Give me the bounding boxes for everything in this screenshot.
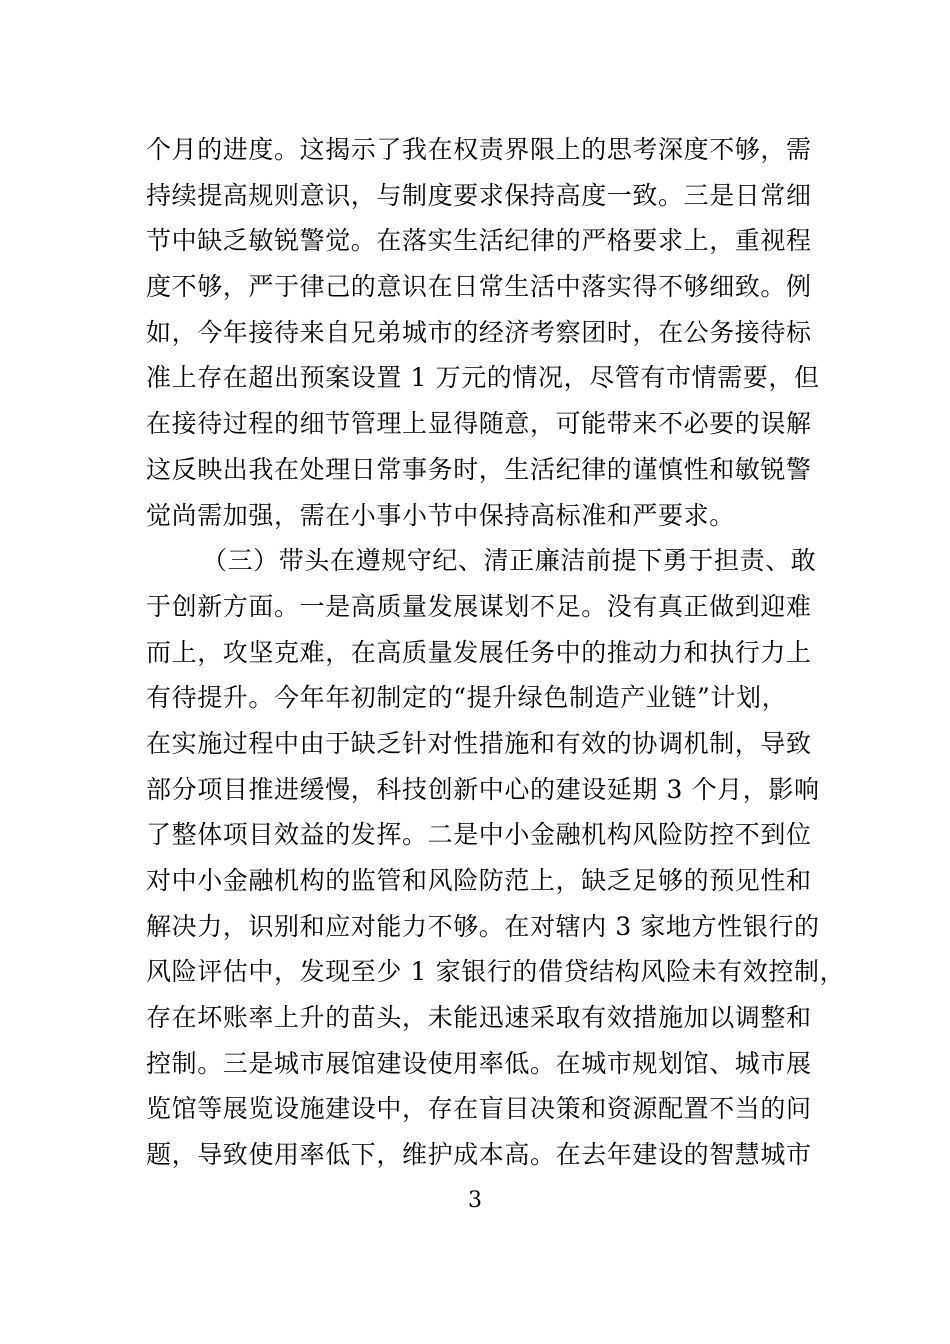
text-line: 了整体项目效益的发挥。二是中小金融机构风险防控不到位 [146,820,812,850]
text-line: 存在坏账率上升的苗头，未能迅速采取有效措施加以调整和 [146,1003,812,1033]
text-line: 控制。三是城市展馆建设使用率低。在城市规划馆、城市展 [146,1048,812,1078]
text-line: 题，导致使用率低下，维护成本高。在去年建设的智慧城市 [146,1140,812,1170]
text-line: 对中小金融机构的监管和风险防范上，缺乏足够的预见性和 [146,866,812,895]
text-line: 在实施过程中由于缺乏针对性措施和有效的协调机制，导致 [146,728,812,758]
text-line: 节中缺乏敏锐警觉。在落实生活纪律的严格要求上，重视程 [146,226,812,256]
text-line: 风险评估中，发现至少 1 家银行的借贷结构风险未有效控制， [146,957,846,987]
text-line: 解决力，识别和应对能力不够。在对辖内 3 家地方性银行的 [146,911,820,941]
text-line: 觉尚需加强，需在小事小节中保持高标准和严要求。 [146,500,735,530]
text-line: 而上，攻坚克难，在高质量发展任务中的推动力和执行力上 [146,637,812,667]
text-line: 准上存在超出预案设置 1 万元的情况，尽管有市情需要，但 [146,363,820,393]
text-line: 个月的进度。这揭示了我在权责界限上的思考深度不够，需 [146,135,812,164]
body-text [146,127,846,1178]
page-number: 3 [468,1188,482,1213]
text-line: 览馆等展览设施建设中，存在盲目决策和资源配置不当的问 [146,1094,812,1124]
text-line: 这反映出我在处理日常事务时，生活纪律的谨慎性和敏锐警 [146,454,812,484]
text-line: 有待提升。今年年初制定的“提升绿色制造产业链”计划， [146,683,788,713]
text-line: 于创新方面。一是高质量发展谋划不足。没有真正做到迎难 [146,591,812,621]
text-line: 在接待过程的细节管理上显得随意，可能带来不必要的误解 [146,409,812,439]
text-line: 持续提高规则意识，与制度要求保持高度一致。三是日常细 [146,180,812,210]
section-heading-line: （三）带头在遵规守纪、清正廉洁前提下勇于担责、敢 [202,546,817,576]
text-line: 度不够，严于律己的意识在日常生活中落实得不够细致。例 [146,272,812,302]
text-line: 部分项目推进缓慢，科技创新中心的建设延期 3 个月，影响 [146,774,820,804]
text-line: 如，今年接待来自兄弟城市的经济考察团时，在公务接待标 [146,317,812,347]
